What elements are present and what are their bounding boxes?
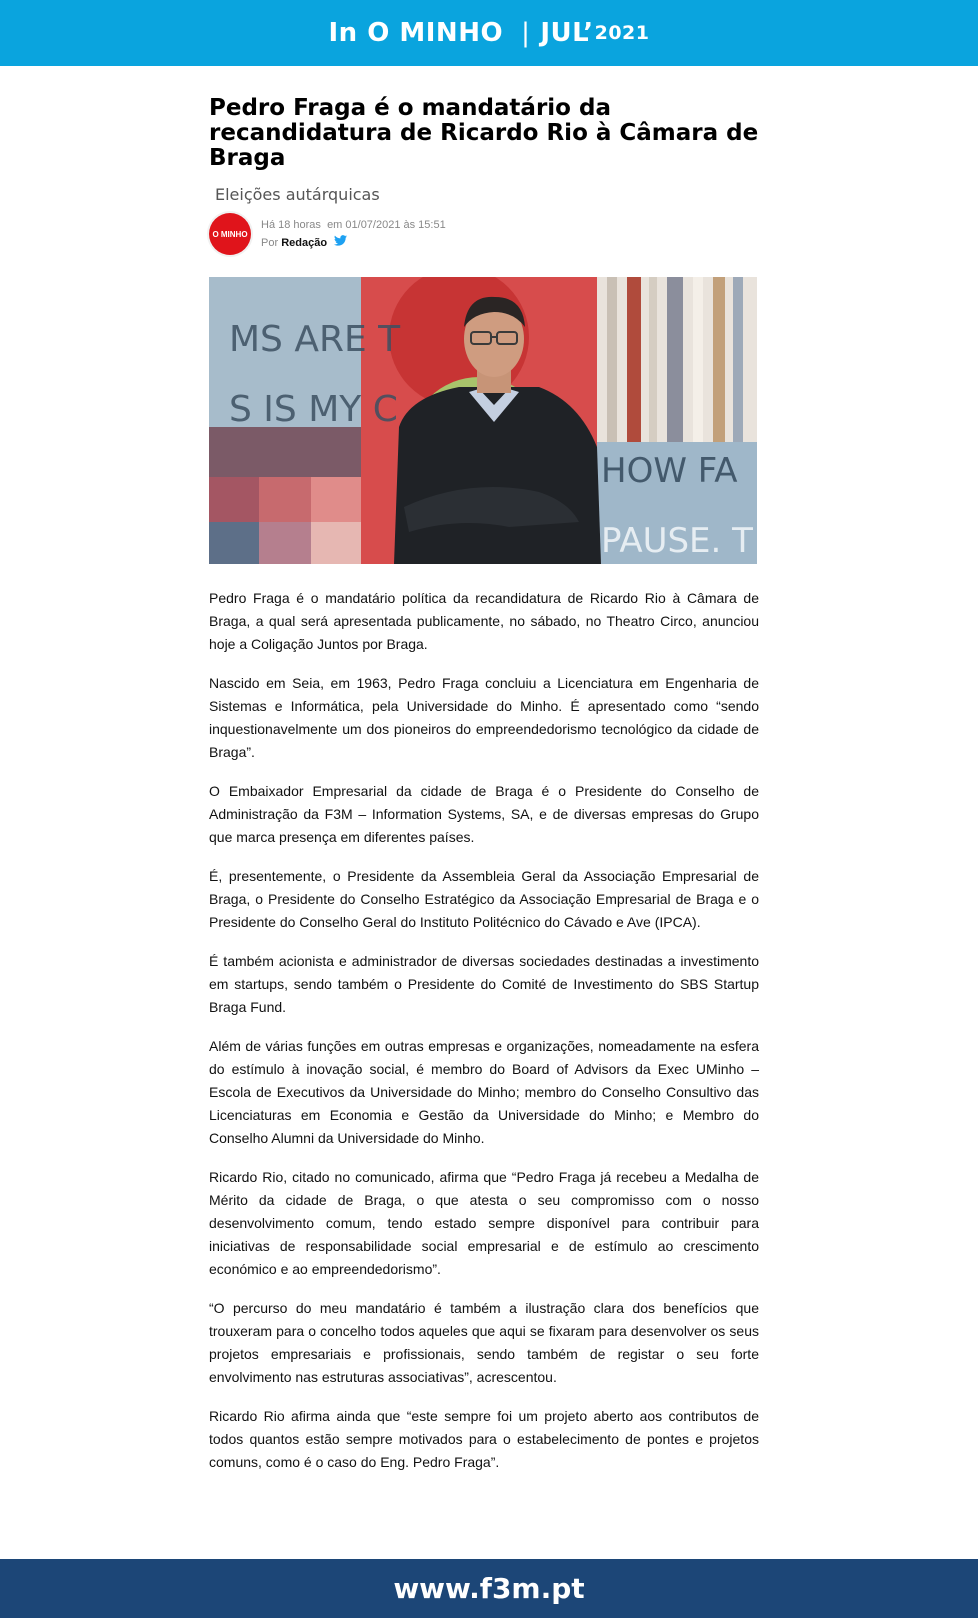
twitter-icon[interactable] [334, 234, 347, 252]
publish-date: em 01/07/2021 às 15:51 [327, 219, 446, 231]
header-year: 2021 [594, 22, 650, 44]
time-ago: Há 18 horas [261, 219, 321, 231]
header-separator: | [521, 18, 531, 48]
photo-text-left-top: MS ARE T [229, 319, 401, 360]
photo-text-right-bottom: PAUSE. T [601, 521, 753, 561]
paragraph-2: Nascido em Seia, em 1963, Pedro Fraga concluiu a Licenciatura em Engenharia de Sistemas e Informática, pela Universidade do Minho. É apresentado como “sendo inquestionavelmente um dos pioneiros do empreendedorismo tecnológico da cidade de Braga”. [209, 675, 759, 760]
article [209, 96, 759, 1490]
photo-text-right-top: HOW FA [601, 451, 738, 491]
author-link[interactable]: Redação [281, 237, 328, 249]
paragraph-4: É, presentemente, o Presidente da Assembleia Geral da Associação Empresarial de Braga, o Presidente do Conselho Estratégico da Associação Empresarial de Braga e o Presidente do Conselho Geral do Instituto Politécnico do Cávado e Ave (IPCA). [209, 868, 759, 930]
avatar-text: O MINHO [212, 229, 248, 239]
article-meta [261, 216, 446, 252]
photo-text-left-bottom: S IS MY C [229, 389, 398, 430]
header-banner [0, 0, 978, 66]
by-label: Por [261, 237, 279, 249]
footer-url[interactable]: www.f3m.pt [393, 1572, 585, 1605]
byline [209, 213, 759, 259]
paragraph-8: “O percurso do meu mandatário é também a ilustração clara dos benefícios que trouxeram para o concelho todos aqueles que aqui se fixaram para desenvolver os seus projetos empresariais e profissionais, sendo também de registar o seu forte envolvimento nas estruturas associativas”, acrescentou. [209, 1300, 759, 1385]
article-body [209, 587, 759, 1474]
paragraph-1: Pedro Fraga é o mandatário política da recandidatura de Ricardo Rio à Câmara de Braga, a qual será apresentada publicamente, no sábado, no Theatro Circo, anunciou hoje a Coligação Juntos por Braga. [209, 590, 759, 652]
avatar[interactable] [209, 213, 251, 255]
article-photo [209, 277, 757, 564]
paragraph-5: É também acionista e administrador de diversas sociedades destinadas a investimento em startups, sendo também o Presidente do Comité de Investimento do SBS Startup Braga Fund. [209, 953, 759, 1015]
article-category[interactable]: Eleições autárquicas [215, 185, 380, 204]
header-month: JUL’ [540, 18, 594, 48]
paragraph-9: Ricardo Rio afirma ainda que “este sempre foi um projeto aberto aos contributos de todos quantos estão sempre motivados para o estabelecimento de pontes e projetos comuns, como é o caso do Eng. Pedro Fraga”. [209, 1408, 759, 1470]
paragraph-7: Ricardo Rio, citado no comunicado, afirma que “Pedro Fraga já recebeu a Medalha de Mérito da cidade de Braga, o que atesta o seu compromisso com o nosso desenvolvimento comum, tendo estado sempre disponível para contribuir para iniciativas de responsabilidade social empresarial e de estímulo ao crescimento económico e ao empreendedorismo”. [209, 1169, 759, 1277]
paragraph-3: O Embaixador Empresarial da cidade de Braga é o Presidente do Conselho de Administração da F3M – Information Systems, SA, e de diversas empresas do Grupo que marca presença em diferentes países. [209, 783, 759, 845]
header-source: In O MINHO [328, 18, 504, 48]
paragraph-6: Além de várias funções em outras empresas e organizações, nomeadamente na esfera do estímulo à inovação social, é membro do Board of Advisors da Exec UMinho – Escola de Executivos da Universidade do Minho; membro do Conselho Consultivo das Licenciaturas em Economia e Gestão da Universidade do Minho; e Membro do Conselho Alumni da Universidade do Minho. [209, 1038, 759, 1146]
portrait-image [209, 277, 757, 564]
article-title: Pedro Fraga é o mandatário da recandidatura de Ricardo Rio à Câmara de Braga [209, 95, 759, 171]
footer-banner [0, 1559, 978, 1618]
